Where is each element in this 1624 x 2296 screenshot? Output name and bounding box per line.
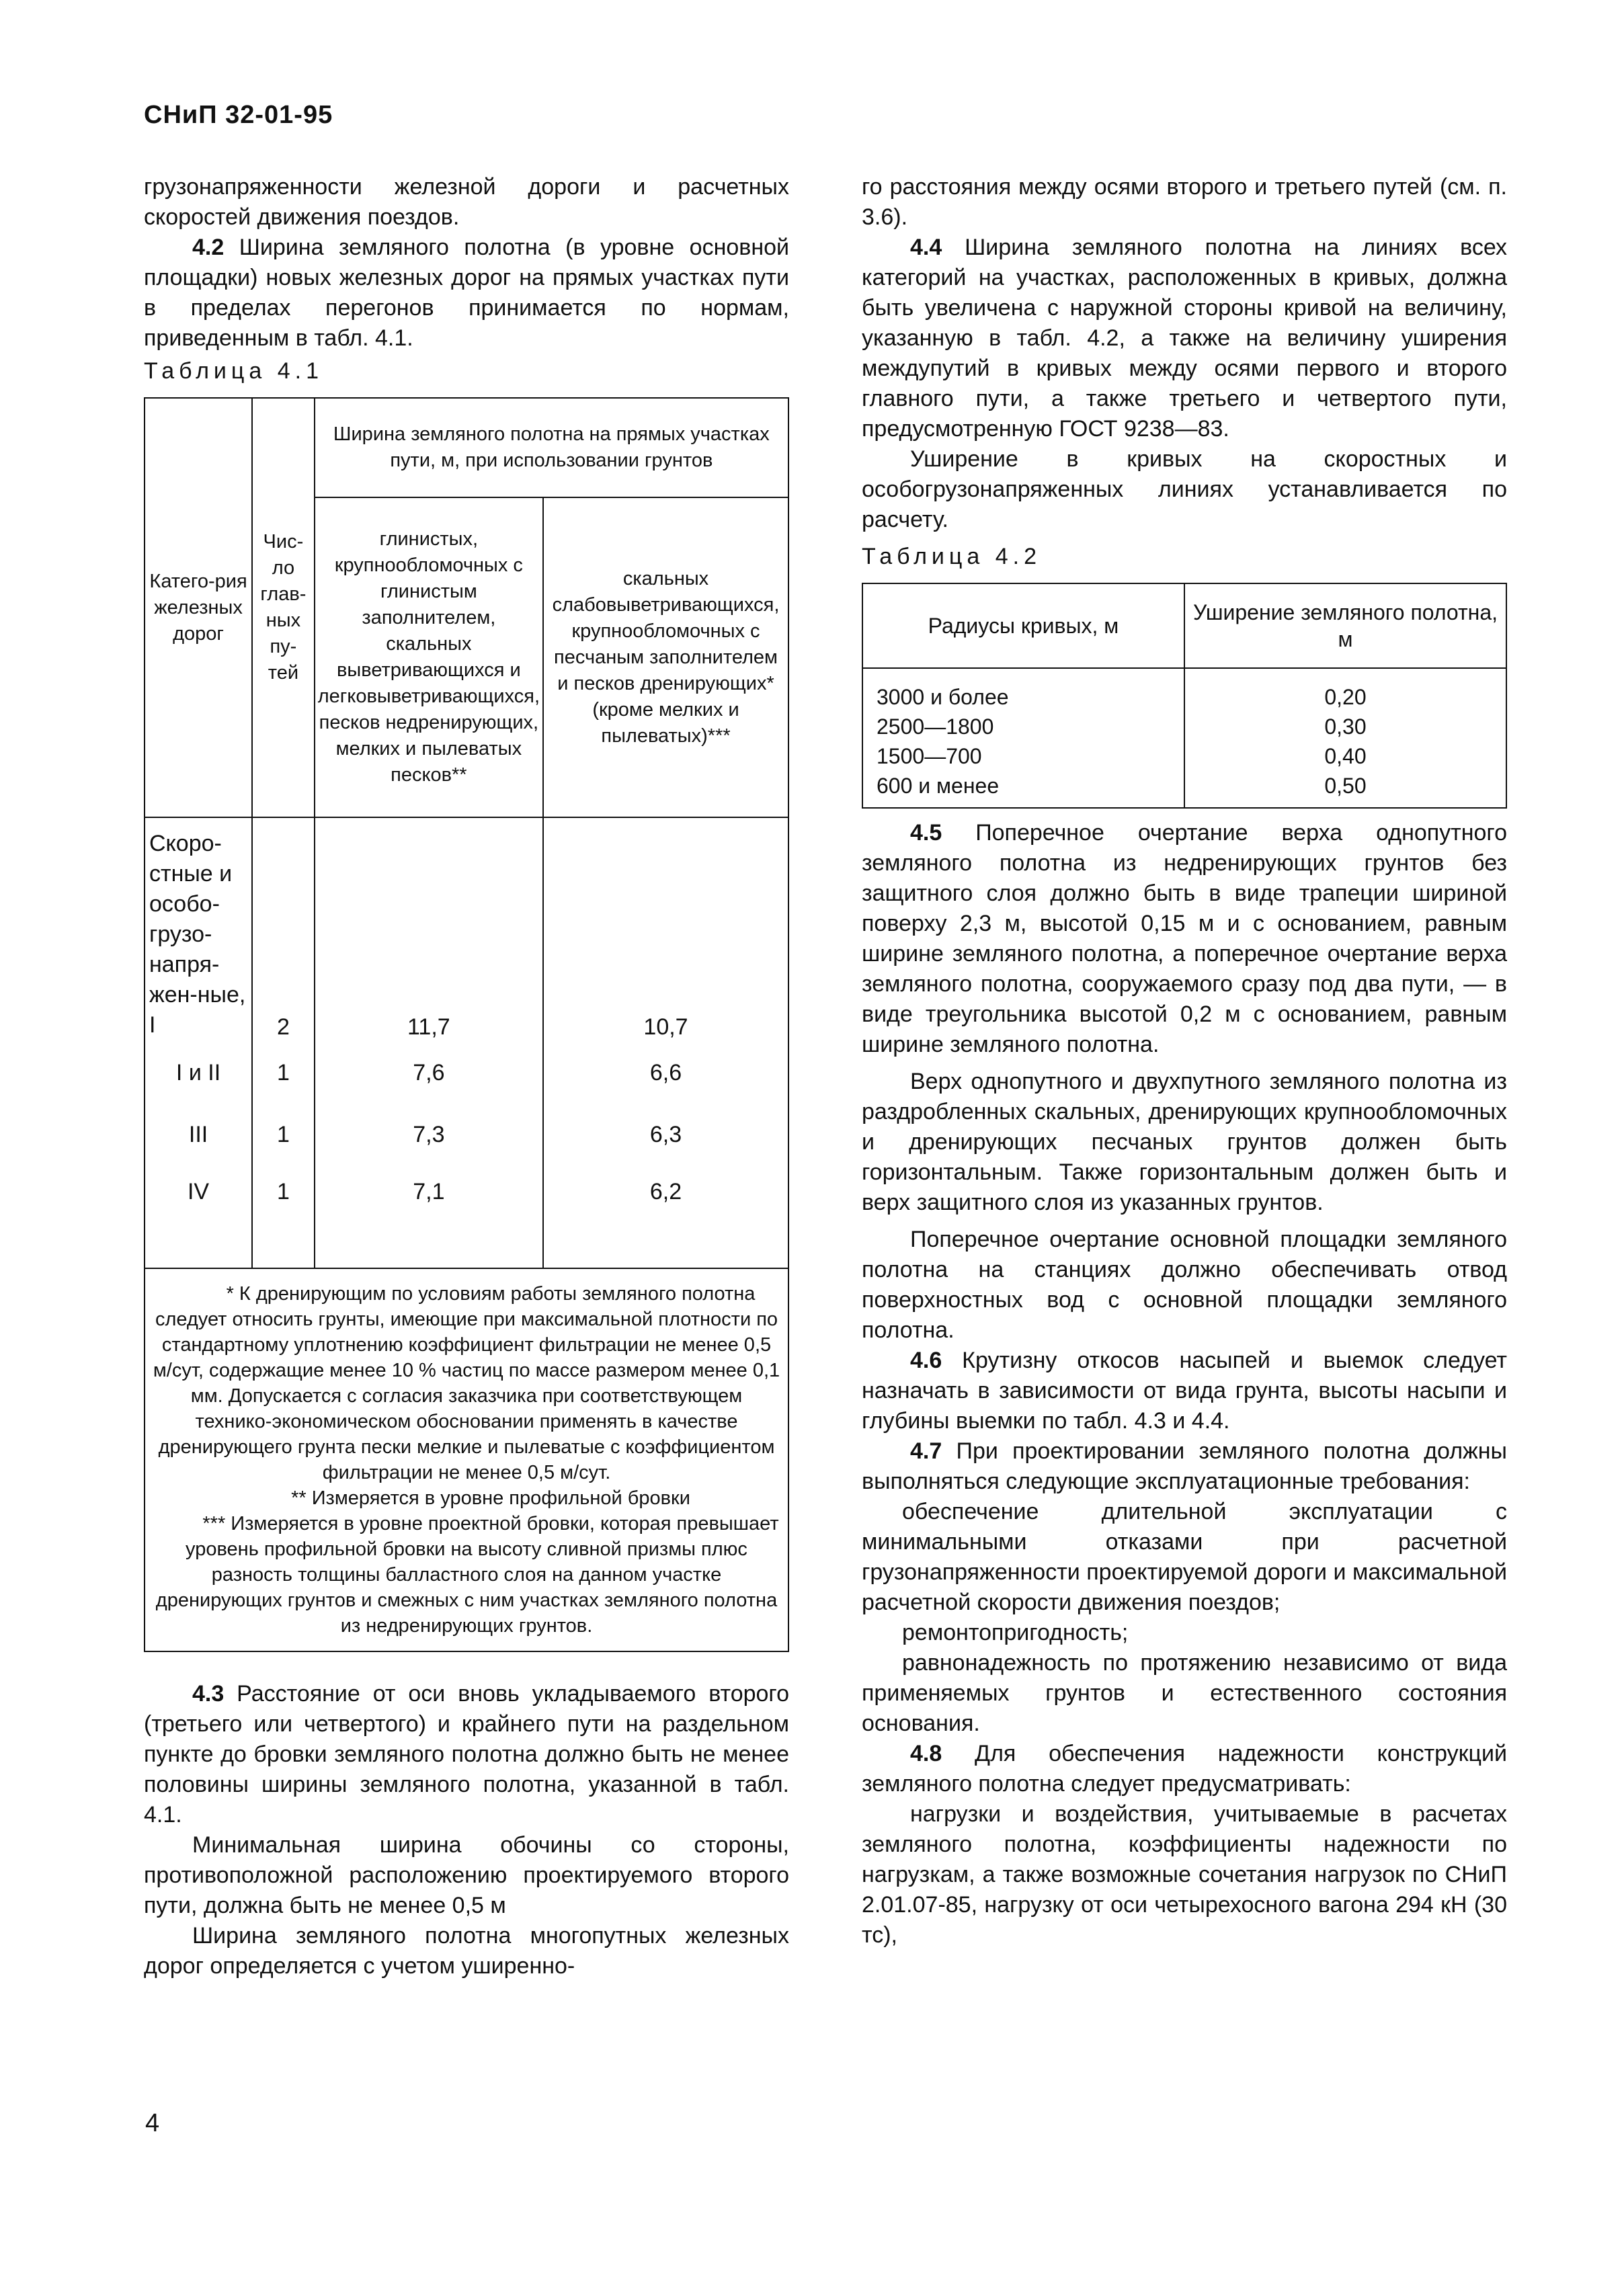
row-width-2: 10,7 [543,817,788,1042]
table-row [145,1042,788,1104]
table-4-2-caption: Таблица 4.2 [862,544,1042,569]
page-number: 4 [145,2109,160,2137]
table-4-2 [862,583,1507,809]
header-radius: Радиусы кривых, м [862,583,1184,668]
note-profile: ** Измеряется в уровне профильной бровки [291,1487,690,1509]
list-item: 0,30 [1324,714,1367,739]
row-width-1: 7,1 [315,1165,543,1268]
table-4-1-caption: Таблица 4.1 [144,358,324,384]
row-width-1: 11,7 [315,817,543,1042]
paragraph-4-8: 4.8 Для обеспечения надежности конструкций земляного полотна следует предусматривать: [862,1741,1507,1797]
paragraph-4-7: 4.7 При проектировании земляного полотна должны выполняться следующие эксплуатационные требования: [862,1438,1507,1494]
widening-list [1184,668,1506,808]
header-tracks: Чис-ло глав-ных пу-тей [252,398,315,817]
list-item: 2500—1800 [877,714,994,739]
clause-number: 4.7 [910,1438,942,1464]
paragraph-horizontal-top: Верх однопутного и двухпутного земляного полотна из раздробленных скальных, дренирующих крупнообломочных и дренирующих песчаных грунтов должен быть горизонтальным. Также горизонтальным должен быть и верх защитного слоя из указанных грунтов. [862,1069,1507,1215]
clause-number: 4.6 [910,1348,942,1373]
row-category: III [145,1104,252,1165]
clause-number: 4.3 [192,1681,225,1707]
paragraph-4-4: 4.4 Ширина земляного полотна на линиях всех категорий на участках, расположенных в кривых, должна быть увеличена с наружной стороны кривой на величину, указанную в табл. 4.2, а также на величину уширения междупутий в кривых между осями первого и второго главного пути, а также третьего и четвертого пути, предусмотренную ГОСТ 9238—83. [862,235,1507,442]
paragraph-continuation: го расстояния между осями второго и третьего путей (см. п. 3.6). [862,174,1507,230]
list-item: равнонадежность по протяжению независимо от вида применяемых грунтов и естественного состояния основания. [862,1650,1507,1736]
header-category: Катего-рия железных дорог [145,398,252,817]
header-soil-rock: скальных слабовыветривающихся, крупнообломочных с песчаным заполнителем и песков дренирующих* (кроме мелких и пылеватых)*** [543,497,788,817]
list-item: 600 и менее [877,774,1000,798]
clause-number: 4.8 [910,1741,942,1766]
list-item: 3000 и более [877,685,1009,709]
row-width-2: 6,3 [543,1104,788,1165]
row-width-1: 7,3 [315,1104,543,1165]
header-soil-clay: глинистых, крупнообломочных с глинистым заполнителем, скальных выветривающихся и легковыветривающихся, песков недренирующих, мелких и пылеватых песков** [315,497,543,817]
paragraph-loads: нагрузки и воздействия, учитываемые в расчетах земляного полотна, коэффициенты надежности по нагрузкам, а также возможные сочетания нагрузок по СНиП 2.01.07-85, нагрузку от оси четырехосного вагона 294 кН (30 тс), [862,1801,1507,1948]
row-category: I и II [145,1042,252,1104]
paragraph-4-3: 4.3 Расстояние от оси вновь укладываемого второго (третьего или четвертого) и крайнего пути на раздельном пункте до бровки земляного полотна должно быть не менее половины ширины земляного полотна, указанной в табл. 4.1. [144,1681,789,1828]
table-notes [145,1268,788,1651]
note-drainage: * К дренирующим по условиям работы земляного полотна следует относить грунты, имеющие при максимальной плотности по стандартному уплотнению коэффициент фильтрации не менее 0,5 м/сут, содержащие менее 10 % частиц по массе размером менее 0,1 мм. Допускается с согласия заказчика при соответствующем технико-экономическом обосновании применять в качестве дренирующего грунта пески мелкие и пылеватые с коэффициентом фильтрации не менее 0,5 м/сут. [153,1283,780,1483]
table-row [145,1165,788,1268]
header-width: Ширина земляного полотна на прямых участках пути, м, при использовании грунтов [315,398,788,497]
list-item: обеспечение длительной эксплуатации с минимальными отказами при расчетной грузонапряженности проектируемой дороги и максимальной расчетной скорости движения поездов; [862,1499,1507,1615]
row-tracks: 1 [252,1042,315,1104]
clause-number: 4.5 [910,820,942,846]
paragraph-4-5: 4.5 Поперечное очертание верха однопутного земляного полотна из недренирующих грунтов без защитного слоя должно быть в виде трапеции шириной поверху 2,3 м, высотой 0,15 м и с основанием, равным ширине земляного полотна, а поперечное очертание верха земляного полотна, сооружаемого сразу под два пути, — в виде треугольника высотой 0,2 м с основанием, равным ширине земляного полотна. [862,820,1507,1057]
list-item: ремонтопригодность; [902,1620,1129,1645]
paragraph-shoulder: Минимальная ширина обочины со стороны, противоположной расположению проектируемого второго пути, должна быть не менее 0,5 м [144,1832,789,1918]
paragraph-4-2: 4.2 Ширина земляного полотна (в уровне основной площадки) новых железных дорог на прямых участках пути в пределах перегонов принимается по нормам, приведенным в табл. 4.1. [144,235,789,351]
right-column [862,172,1507,1951]
table-row [145,817,788,1042]
paragraph-continuation: грузонапряженности железной дороги и расчетных скоростей движения поездов. [144,174,789,230]
row-tracks: 1 [252,1165,315,1268]
row-width-1: 7,6 [315,1042,543,1104]
left-column [144,172,789,1981]
clause-number: 4.2 [192,235,225,260]
row-tracks: 2 [252,817,315,1042]
paragraph-stations: Поперечное очертание основной площадки земляного полотна на станциях должно обеспечивать отвод поверхностных вод с основной площадки земляного полотна. [862,1227,1507,1343]
note-design: *** Измеряется в уровне проектной бровки, которая превышает уровень профильной бровки на высоту сливной призмы плюс разность толщины балластного слоя на данном участке дренирующих грунтов и смежных с ним участках земляного полотна из недренирующих грунтов. [155,1513,779,1637]
requirements-list [862,1497,1507,1739]
row-tracks: 1 [252,1104,315,1165]
clause-number: 4.4 [910,235,942,260]
paragraph-multitrack: Ширина земляного полотна многопутных железных дорог определяется с учетом уширенно- [144,1923,789,1979]
row-category: IV [145,1165,252,1268]
table-4-1 [144,397,789,1652]
document-header: СНиП 32-01-95 [144,101,333,129]
row-category: Скоро-стные и особо-грузо-напря-жен-ные, I [145,817,252,1042]
header-widening: Уширение земляного полотна, м [1184,583,1506,668]
table-row [145,1104,788,1165]
radius-list [862,668,1184,808]
paragraph-curve-widening: Уширение в кривых на скоростных и особогрузонапряженных линиях устанавливается по расчету. [862,446,1507,532]
row-width-2: 6,6 [543,1042,788,1104]
list-item: 0,20 [1324,685,1367,709]
list-item: 1500—700 [877,744,982,768]
list-item: 0,50 [1324,774,1367,798]
list-item: 0,40 [1324,744,1367,768]
paragraph-4-6: 4.6 Крутизну откосов насыпей и выемок следует назначать в зависимости от вида грунта, высоты насыпи и глубины выемки по табл. 4.3 и 4.4. [862,1348,1507,1434]
row-width-2: 6,2 [543,1165,788,1268]
